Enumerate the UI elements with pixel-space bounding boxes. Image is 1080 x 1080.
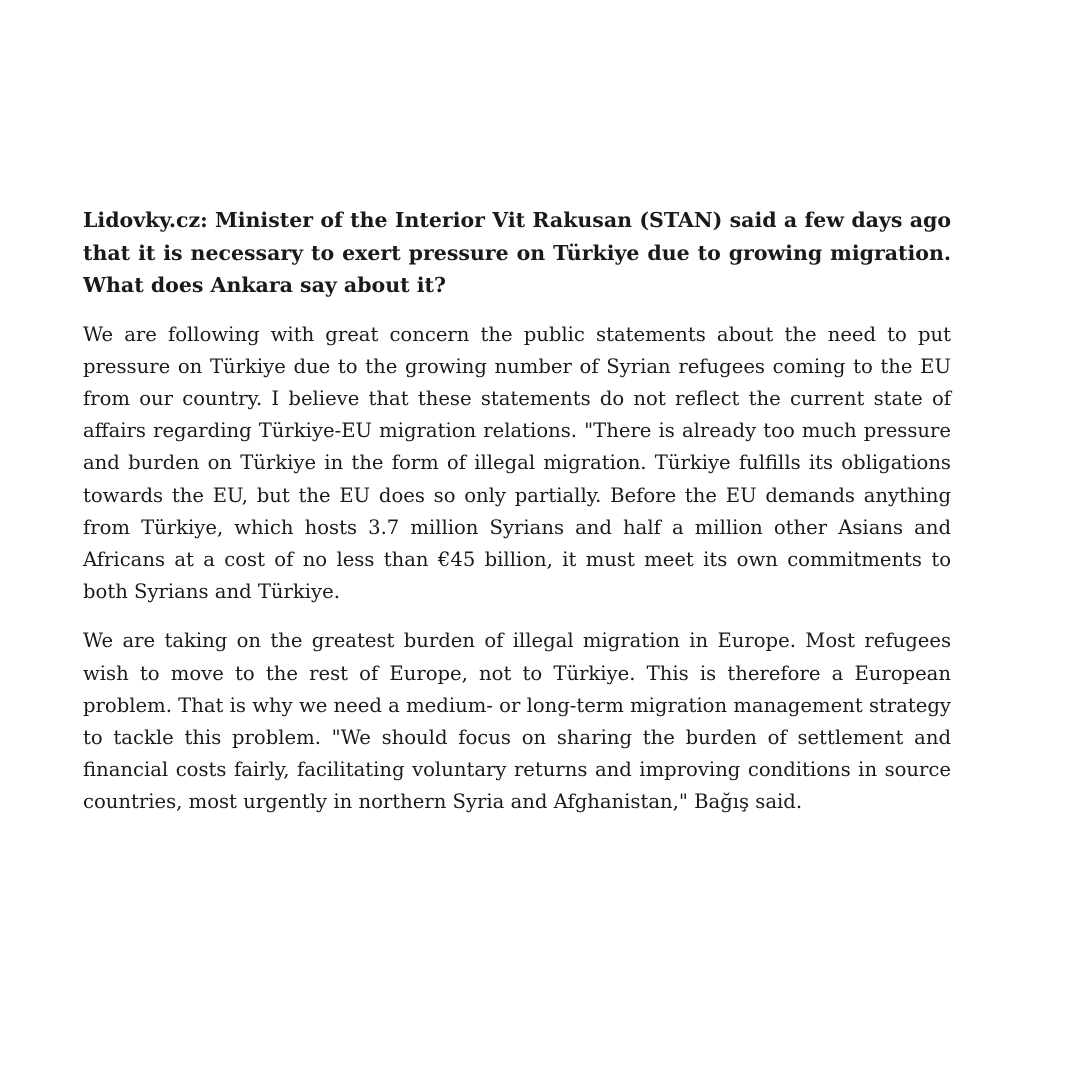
interview-document: [83, 204, 951, 836]
interview-question: Lidovky.cz: Minister of the Interior Vit Rakusan (STAN) said a few days ago that it is necessary to exert pressure on Türkiye due to growing migration. What does Ankara say about it?: [83, 208, 951, 297]
answer-paragraph-1: We are following with great concern the public statements about the need to put pressure on Türkiye due to the growing number of Syrian refugees coming to the EU from our country. I believe that these statements do not reflect the current state of affairs regarding Türkiye-EU migration relations. "There is already too much pressure and burden on Türkiye in the form of illegal migration. Türkiye fulfills its obligations towards the EU, but the EU does so only partially. Before the EU demands anything from Türkiye, which hosts 3.7 million Syrians and half a million other Asians and Africans at a cost of no less than €45 billion, it must meet its own commitments to both Syrians and Türkiye.: [83, 322, 951, 604]
answer-paragraph-2: We are taking on the greatest burden of illegal migration in Europe. Most refugees wish to move to the rest of Europe, not to Türkiye. This is therefore a European problem. That is why we need a medium- or long-term migration management strategy to tackle this problem. "We should focus on sharing the burden of settlement and financial costs fairly, facilitating voluntary returns and improving conditions in source countries, most urgently in northern Syria and Afghanistan," Bağış said.: [83, 629, 951, 814]
